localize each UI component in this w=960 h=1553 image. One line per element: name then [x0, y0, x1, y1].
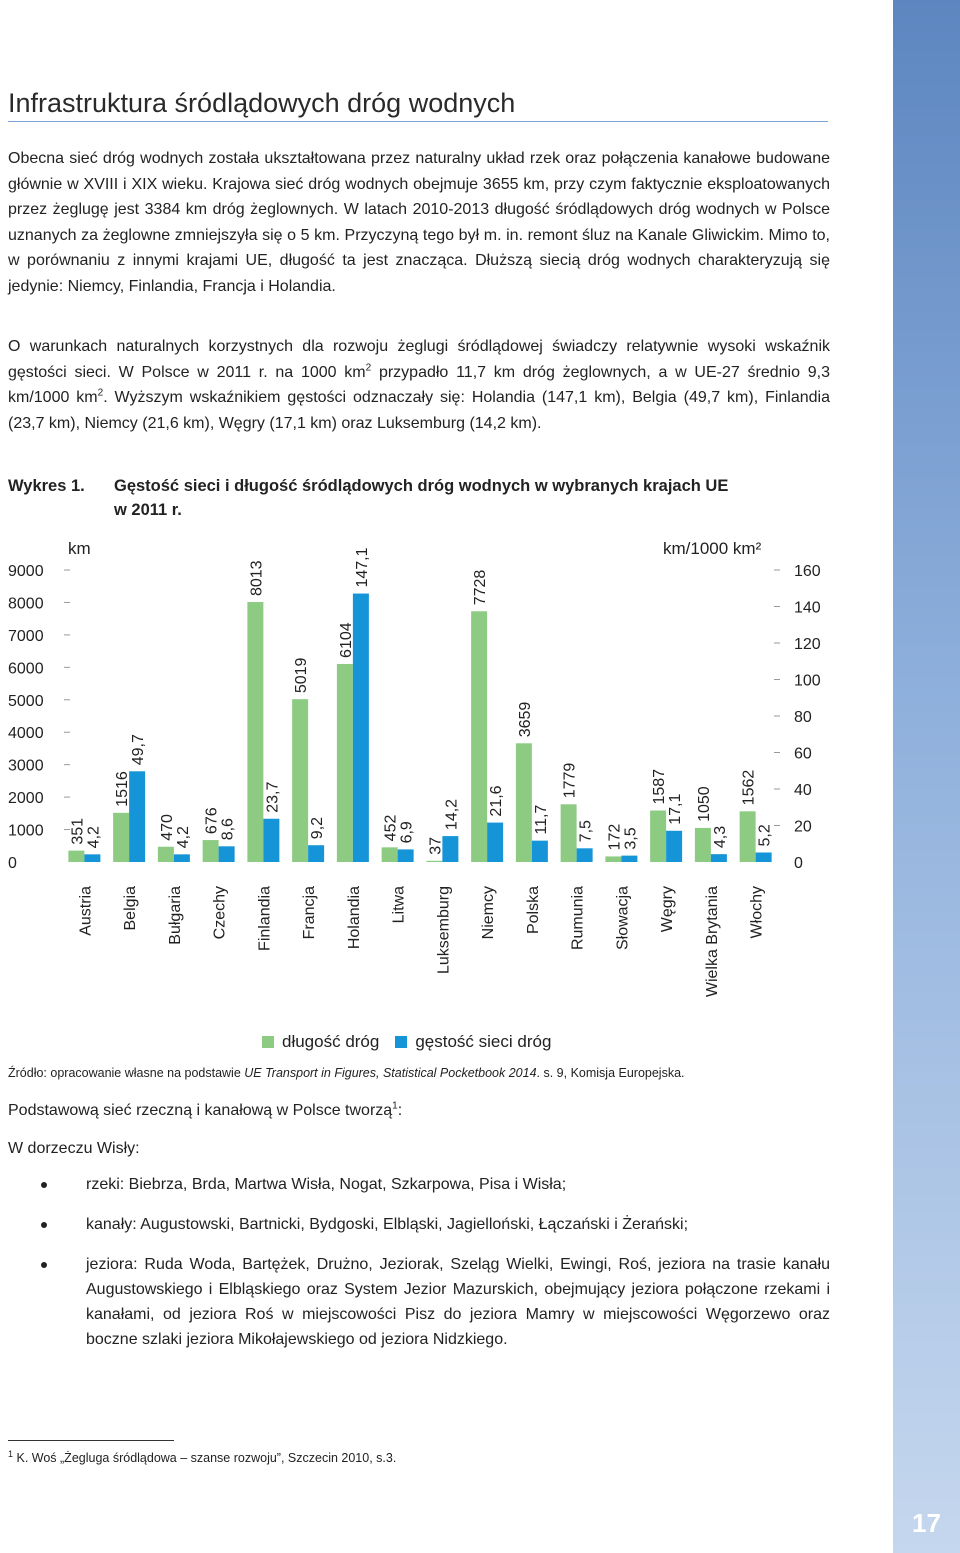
y-left-axis-label: km — [68, 539, 91, 558]
bar-length-10 — [516, 743, 532, 862]
category-label: Polska — [524, 886, 542, 935]
source-prefix: Źródło: opracowanie własne na podstawie — [8, 1066, 245, 1080]
bullet-icon — [41, 1182, 47, 1188]
chart-source — [8, 1066, 685, 1080]
bullet-list — [8, 1172, 830, 1367]
category-label: Węgry — [659, 886, 677, 933]
data-label-length: 1779 — [561, 762, 579, 799]
data-label-length: 452 — [382, 814, 400, 842]
source-suffix: . s. 9, Komisja Europejska. — [536, 1066, 685, 1080]
y-left-tick-label: 6000 — [8, 660, 44, 678]
bar-chart — [0, 520, 880, 1030]
data-label-length: 1587 — [651, 768, 669, 805]
data-label-length: 37 — [427, 837, 445, 855]
data-label-density: 14,2 — [443, 798, 461, 831]
bar-length-13 — [650, 811, 666, 862]
bar-length-11 — [561, 804, 577, 862]
superscript: 2 — [365, 362, 372, 374]
data-label-length: 8013 — [248, 560, 266, 597]
category-label: Wielka Brytania — [703, 886, 721, 998]
data-label-density: 21,6 — [488, 785, 506, 817]
chart-legend — [262, 1032, 567, 1052]
list-item-text: jeziora: Ruda Woda, Bartężek, Drużno, Jeziorak, Szeląg Wielki, Ewingi, Roś, jeziora na trasie kanału Augustowskiego i Elbląskiego oraz System Jezior Mazurskich, obejmujący jeziora połączone rzekami i kanałami, od jeziora Roś w miejscowości Pisz do jeziora Mamry w miejscowości Węgorzewo oraz boczne szlaki jeziora Mikołajewskiego od jeziora Nidzkiego. — [86, 1256, 830, 1348]
y-left-tick-label: 1000 — [8, 822, 44, 840]
bar-length-6 — [337, 664, 353, 862]
legend-swatch-density — [395, 1036, 407, 1048]
superscript: 2 — [97, 387, 104, 399]
data-label-density: 8,6 — [219, 818, 237, 841]
paragraph-3-text: Podstawową sieć rzeczną i kanałową w Polsce tworzą — [8, 1102, 393, 1119]
data-label-density: 4,2 — [174, 826, 192, 849]
bar-density-3 — [219, 846, 235, 862]
footnote-text: K. Woś „Żegluga śródlądowa – szanse rozwoju”, Szczecin 2010, s.3. — [13, 1451, 397, 1466]
bar-density-10 — [532, 841, 548, 862]
paragraph-3 — [8, 1098, 830, 1124]
bar-density-0 — [84, 854, 100, 862]
data-label-density: 4,3 — [711, 825, 729, 849]
category-label: Włochy — [748, 886, 766, 939]
data-label-density: 7,5 — [577, 820, 595, 843]
list-item-text: rzeki: Biebrza, Brda, Martwa Wisła, Nogat, Szkarpowa, Pisa i Wisła; — [86, 1176, 567, 1193]
y-left-tick-label: 4000 — [8, 725, 44, 743]
page-number: 17 — [912, 1508, 941, 1538]
bar-density-9 — [487, 823, 503, 862]
data-label-length: 1050 — [695, 786, 713, 822]
y-right-tick-label: 60 — [794, 745, 812, 763]
data-label-density: 147,1 — [353, 547, 371, 588]
category-label: Czechy — [211, 886, 229, 940]
figure-title-line2: w 2011 r. — [114, 501, 182, 519]
y-right-tick-label: 120 — [794, 636, 821, 653]
category-label: Francja — [301, 886, 319, 940]
data-label-length: 6104 — [337, 622, 355, 658]
bar-length-2 — [158, 847, 174, 862]
data-label-length: 172 — [606, 823, 624, 851]
bar-density-4 — [263, 819, 279, 862]
paragraph-1: Obecna sieć dróg wodnych została ukształtowana przez naturalny układ rzek oraz połączenia kanałowe budowane głównie w XVIII i XIX wieku. Krajowa sieć dróg wodnych obejmuje 3655 km, przy czym faktycznie eksploatowanych przez żeglugę jest 3384 km dróg żeglownych. W latach 2010-2013 długość śródlądowych dróg wodnych w Polsce uznanych za żeglowne zmniejszyła się o 5 km. Przyczyną tego był m. in. remont śluz na Kanale Gliwickim. Mimo to, w porównaniu z innymi krajami UE, długość ta jest znacząca. Dłuższą siecią dróg wodnych charakteryzują się jedynie: Niemcy, Finlandia, Francja i Holandia. — [8, 150, 830, 295]
y-right-tick-label: 40 — [794, 782, 812, 799]
bar-density-5 — [308, 845, 324, 862]
paragraph-2-part-a: O warunkach naturalnych korzystnych dla rozwoju żeglugi śródlądowej świadczy relatywnie wysoki wskaźnik gęstości sieci. W Polsce w 2011 r. na 1000 km — [8, 338, 830, 381]
data-label-length: 1562 — [740, 769, 758, 806]
figure-label: Wykres 1. — [8, 477, 85, 495]
category-label: Austria — [77, 886, 95, 936]
bar-density-8 — [442, 836, 458, 862]
paragraph-4: W dorzeczu Wisły: — [8, 1140, 140, 1157]
bar-length-9 — [471, 611, 487, 862]
data-label-density: 9,2 — [309, 816, 327, 840]
bar-density-14 — [711, 854, 727, 862]
data-label-length: 676 — [203, 807, 221, 835]
bar-density-1 — [129, 771, 145, 862]
bullet-icon — [41, 1222, 47, 1228]
data-label-length: 7728 — [472, 569, 490, 606]
bar-length-5 — [292, 699, 308, 862]
list-item — [8, 1172, 830, 1197]
bar-density-2 — [174, 854, 190, 862]
bar-density-13 — [666, 831, 682, 862]
category-label: Rumunia — [569, 886, 587, 951]
legend-label-length: długość dróg — [282, 1032, 380, 1051]
bar-length-0 — [68, 851, 84, 862]
y-left-tick-label: 3000 — [8, 757, 44, 775]
bar-length-8 — [426, 861, 442, 862]
footnote-number: 1 — [8, 1449, 14, 1459]
data-label-length: 351 — [69, 817, 87, 845]
source-title: UE Transport in Figures, Statistical Pocketbook 2014 — [244, 1066, 537, 1080]
category-label: Luksemburg — [435, 886, 453, 975]
y-right-tick-label: 100 — [794, 672, 821, 690]
y-right-tick-label: 160 — [794, 563, 821, 580]
category-label: Bułgaria — [166, 886, 184, 945]
data-label-length: 5019 — [293, 657, 311, 694]
data-label-length: 3659 — [516, 701, 534, 738]
y-right-axis-label: km/1000 km² — [663, 539, 762, 558]
data-label-length: 470 — [158, 814, 176, 841]
bar-density-11 — [577, 848, 593, 862]
page-sidebar-band — [893, 0, 960, 1553]
data-label-density: 49,7 — [130, 734, 148, 766]
data-label-density: 5,2 — [756, 824, 774, 847]
y-left-tick-label: 8000 — [8, 595, 44, 613]
footnote-ref: 1 — [392, 1100, 398, 1112]
bar-density-7 — [398, 849, 414, 862]
category-label: Holandia — [345, 886, 363, 950]
paragraph-2-part-c: . Wyższym wskaźnikiem gęstości odznaczały się: Holandia (147,1 km), Belgia (49,7 km), Finlandia (23,7 km), Niemcy (21,6 km), Węgry (17,1 km) oraz Luksemburg (14,2 km). — [8, 389, 830, 432]
y-right-tick-label: 0 — [794, 855, 803, 872]
category-label: Słowacja — [614, 886, 632, 951]
bar-length-4 — [247, 602, 263, 862]
paragraph-2 — [8, 334, 830, 436]
bar-length-3 — [203, 840, 219, 862]
y-left-tick-label: 9000 — [8, 563, 44, 580]
bar-length-1 — [113, 813, 129, 862]
list-item — [8, 1212, 830, 1237]
footnote-divider — [8, 1440, 174, 1441]
y-left-tick-label: 5000 — [8, 692, 44, 710]
footnote — [8, 1449, 396, 1465]
category-label: Litwa — [390, 886, 408, 924]
page-title: Infrastruktura śródlądowych dróg wodnych — [8, 88, 828, 122]
figure-caption — [8, 474, 808, 522]
legend-item-length — [262, 1032, 379, 1052]
legend-swatch-length — [262, 1036, 274, 1048]
paragraph-3-colon: : — [397, 1102, 403, 1119]
list-item-text: kanały: Augustowski, Bartnicki, Bydgoski, Elbląski, Jagielloński, Łączański i Żerański; — [86, 1216, 689, 1233]
data-label-density: 23,7 — [264, 781, 282, 813]
data-label-density: 11,7 — [532, 804, 550, 835]
data-label-density: 3,5 — [622, 827, 640, 850]
y-left-tick-label: 7000 — [8, 627, 44, 645]
bar-density-12 — [621, 856, 637, 862]
category-label: Belgia — [122, 886, 140, 931]
bar-density-15 — [756, 853, 772, 862]
bar-density-6 — [353, 594, 369, 862]
y-left-tick-label: 0 — [8, 855, 17, 872]
data-label-length: 1516 — [114, 771, 132, 807]
bar-length-15 — [740, 811, 756, 862]
figure-title-line1: Gęstość sieci i długość śródlądowych dróg wodnych w wybranych krajach UE — [114, 477, 729, 495]
category-label: Finlandia — [256, 886, 274, 951]
y-left-tick-label: 2000 — [8, 790, 44, 808]
data-label-density: 6,9 — [398, 821, 416, 844]
y-right-tick-label: 140 — [794, 599, 821, 617]
bar-length-7 — [382, 847, 398, 862]
list-item — [8, 1252, 830, 1352]
bullet-icon — [41, 1262, 47, 1268]
legend-label-density: gęstość sieci dróg — [415, 1032, 552, 1051]
category-label: Niemcy — [480, 886, 498, 940]
paragraph-2-part-b: przypadło 11,7 km dróg żeglownych, a w UE-27 średnio 9,3 km/1000 km — [8, 363, 830, 406]
bar-length-12 — [605, 856, 621, 862]
data-label-density: 4,2 — [85, 826, 103, 849]
legend-item-density — [395, 1032, 551, 1052]
data-label-density: 17,1 — [667, 793, 685, 825]
bar-length-14 — [695, 828, 711, 862]
y-right-tick-label: 80 — [794, 709, 812, 726]
y-right-tick-label: 20 — [794, 818, 812, 836]
